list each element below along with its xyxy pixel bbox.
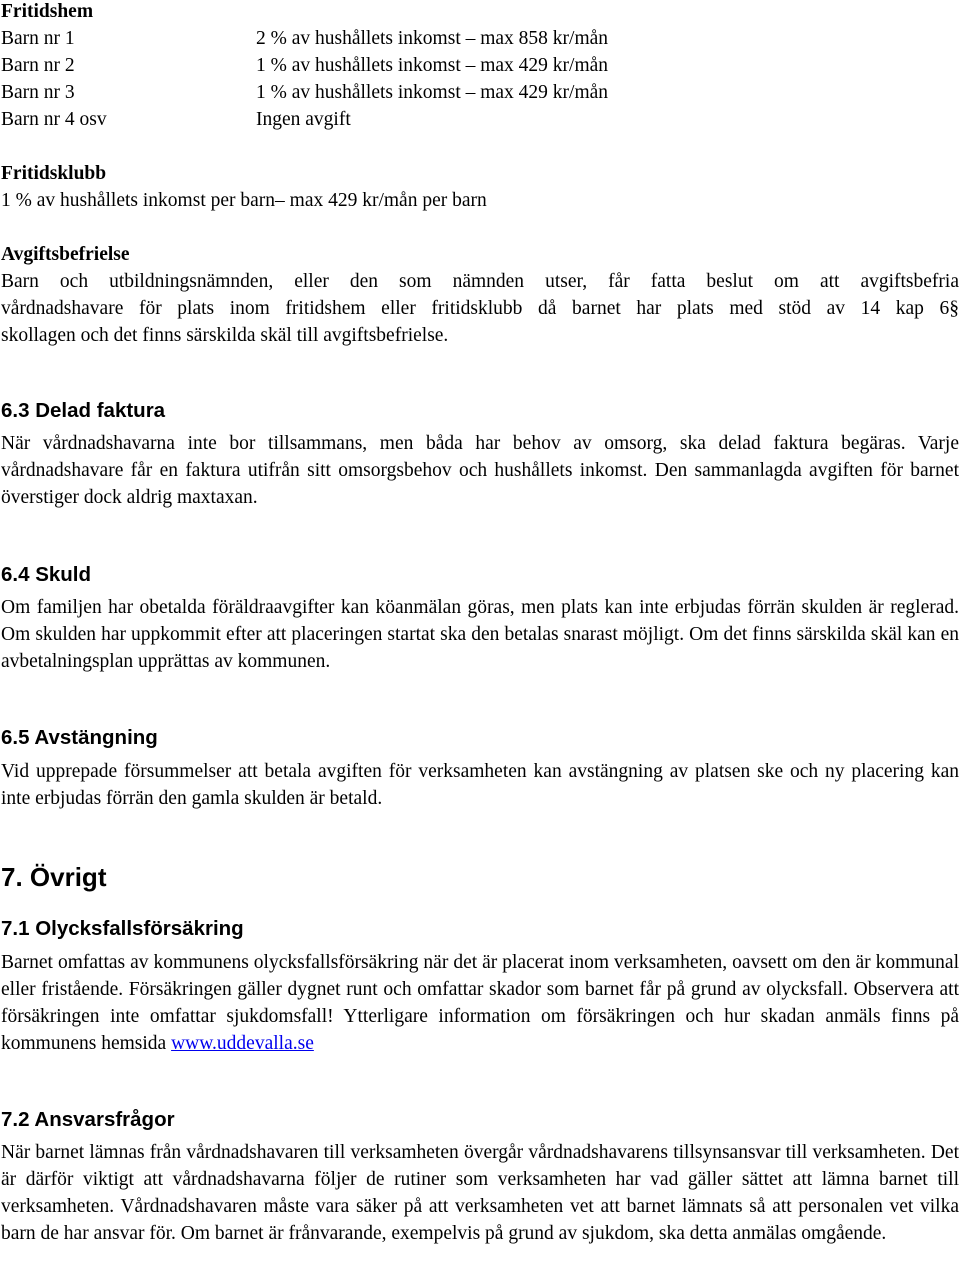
section-text-6-5: Vid upprepade försummelser att betala avgiften för verksamheten kan avstängning av platsen ske och ny placering kan inte erbjudas förrän den gamla skulden är betald. — [1, 761, 959, 809]
section-text-7-1-body: Barnet omfattas av kommunens olycksfallsförsäkring när det är placerat inom verksamheten, oavsett om den är kommunal eller fristående. Försäkringen gäller dygnet runt och omfattar skador som barnet får på grund av olycksfall. Observera att försäkringen inte omfattar sjukdomsfall! Ytterligare information om försäkringen och hur skadan anmäls finns på kommunens hemsida — [1, 952, 959, 1054]
section-heading-6-4: 6.4 Skuld — [1, 563, 92, 586]
fee-label: Barn nr 2 — [1, 55, 75, 76]
avgiftsbefrielse-line: vårdnadshavare för plats inom fritidshem eller fritidsklubb då barnet har plats med stöd av 14 kap 6§ — [1, 298, 959, 319]
fritidsklubb-text: 1 % av hushållets inkomst per barn– max 429 kr/mån per barn — [1, 190, 487, 211]
fritidshem-heading: Fritidshem — [1, 1, 94, 22]
fee-value: Ingen avgift — [256, 109, 351, 130]
section-heading-6-5: 6.5 Avstängning — [1, 726, 158, 749]
section-heading-7-1: 7.1 Olycksfallsförsäkring — [1, 917, 244, 940]
fee-value: 2 % av hushållets inkomst – max 858 kr/mån — [256, 28, 609, 49]
avgiftsbefrielse-line: skollagen och det finns särskilda skäl till avgiftsbefrielse. — [1, 325, 449, 346]
fee-label: Barn nr 4 osv — [1, 109, 107, 130]
fee-value: 1 % av hushållets inkomst – max 429 kr/mån — [256, 82, 609, 103]
avgiftsbefrielse-line: Barn och utbildningsnämnden, eller den som nämnden utser, får fatta beslut om att avgiftsbefria — [1, 271, 959, 292]
fee-label: Barn nr 1 — [1, 28, 75, 49]
section-text-6-4: Om familjen har obetalda föräldraavgifter kan köanmälan göras, men plats kan inte erbjudas förrän skulden är reglerad. Om skulden har uppkommit efter att placeringen startat ska den betalas snarast möjligt. Om det finns särskilda skäl kan en avbetalningsplan upprättas av kommunen. — [1, 597, 959, 672]
municipality-website-link[interactable]: www.uddevalla.se — [171, 1033, 314, 1054]
fritidsklubb-heading: Fritidsklubb — [1, 163, 107, 184]
fee-label: Barn nr 3 — [1, 82, 75, 103]
section-heading-6-3: 6.3 Delad faktura — [1, 399, 166, 422]
section-text-7-1 — [1, 949, 959, 1057]
avgiftsbefrielse-heading: Avgiftsbefrielse — [1, 244, 130, 265]
section-heading-7-2: 7.2 Ansvarsfrågor — [1, 1108, 175, 1131]
fee-value: 1 % av hushållets inkomst – max 429 kr/mån — [256, 55, 609, 76]
section-heading-7: 7. Övrigt — [1, 862, 107, 892]
section-text-7-2: När barnet lämnas från vårdnadshavaren till verksamheten övergår vårdnadshavarens tillsynsansvar till verksamheten. Det är därför viktigt att vårdnadshavarna följer de rutiner som verksamheten har vad gäller sättet att lämna barnet till verksamheten. Vårdnadshavaren måste vara säker på att verksamheten vet att barnet lämnats så att personalen vet vilka barn de har ansvar för. Om barnet är frånvarande, exempelvis på grund av sjukdom, ska detta anmälas omgående. — [1, 1142, 959, 1244]
section-text-6-3: När vårdnadshavarna inte bor tillsammans, men båda har behov av omsorg, ska delad faktura begäras. Varje vårdnadshavare får en faktura utifrån sitt omsorgsbehov och hushållets inkomst. Den sammanlagda avgiften för barnet överstiger dock aldrig maxtaxan. — [1, 433, 959, 508]
